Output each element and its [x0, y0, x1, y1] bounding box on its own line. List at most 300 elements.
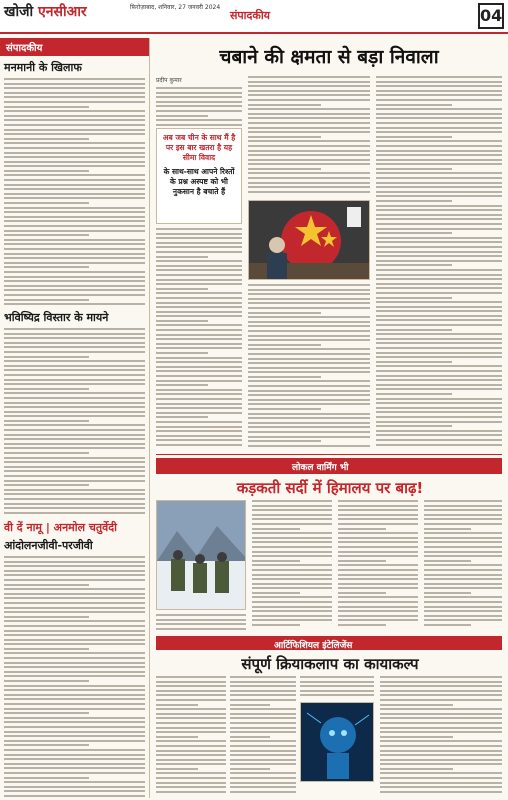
text-line [380, 694, 502, 696]
text-line [4, 257, 145, 259]
text-line [156, 269, 242, 271]
main-article-col-3 [376, 76, 502, 452]
text-line [376, 85, 502, 87]
text-line [4, 225, 145, 227]
text-line [156, 731, 226, 733]
editorial-text-3 [4, 556, 145, 800]
text-line [380, 763, 502, 765]
text-line [376, 90, 502, 92]
text-line [156, 722, 226, 724]
text-line [4, 285, 145, 287]
text-line [376, 444, 502, 446]
text-line [376, 94, 502, 96]
text-line [156, 717, 226, 719]
text-line [156, 260, 242, 262]
text-line [156, 101, 242, 103]
text-line [376, 283, 502, 285]
text-line [252, 624, 300, 626]
text-line [4, 721, 145, 723]
text-line [230, 690, 296, 692]
text-line [338, 578, 418, 580]
text-line [4, 152, 145, 154]
text-line [248, 417, 370, 419]
text-line [248, 298, 370, 300]
ai-text-col-4 [380, 676, 502, 796]
text-line [230, 745, 296, 747]
page-number: 04 [478, 3, 504, 29]
text-line [4, 744, 89, 746]
text-line [4, 119, 145, 121]
text-line [380, 699, 502, 701]
text-line [4, 685, 145, 687]
text-line [156, 727, 226, 729]
text-line [156, 398, 242, 400]
text-line [252, 592, 300, 594]
text-line [248, 168, 321, 170]
text-line [4, 461, 145, 463]
text-line [156, 412, 242, 414]
text-line [4, 493, 145, 495]
text-line [156, 256, 208, 258]
text-line [424, 583, 502, 585]
text-line [156, 699, 226, 701]
text-line [4, 328, 145, 330]
text-line [376, 99, 502, 101]
text-line [4, 184, 145, 186]
text-line [4, 207, 145, 209]
text-line [230, 768, 270, 770]
text-line [4, 342, 145, 344]
text-line [4, 220, 145, 222]
text-line [376, 81, 502, 83]
text-line [376, 241, 502, 243]
text-line [252, 528, 300, 530]
text-line [248, 339, 370, 341]
text-line [4, 556, 145, 558]
text-line [376, 168, 452, 170]
text-line [156, 759, 226, 761]
text-line [380, 745, 502, 747]
text-line [156, 96, 242, 98]
editorial-text-2 [4, 328, 145, 518]
text-line [4, 262, 145, 264]
text-line [376, 393, 452, 395]
text-line [376, 136, 452, 138]
text-line [338, 619, 418, 621]
text-line [4, 698, 145, 700]
text-line [4, 671, 145, 673]
text-line [424, 560, 471, 562]
text-line [156, 426, 242, 428]
text-line [4, 652, 145, 654]
text-line [376, 425, 452, 427]
text-line [380, 681, 502, 683]
text-line [4, 165, 145, 167]
text-line [4, 92, 145, 94]
text-line [376, 140, 502, 142]
text-line [230, 676, 296, 678]
text-line [4, 271, 145, 273]
text-line [230, 727, 296, 729]
text-line [252, 500, 332, 502]
text-line [376, 223, 502, 225]
text-line [248, 145, 370, 147]
text-line [4, 397, 145, 399]
text-line [156, 283, 242, 285]
text-line [4, 570, 145, 572]
main-article-byline-col [156, 76, 242, 126]
text-line [230, 731, 296, 733]
text-line [376, 113, 502, 115]
text-line [4, 211, 145, 213]
text-line [338, 555, 418, 557]
text-line [376, 150, 502, 152]
text-line [338, 532, 418, 534]
text-line [4, 763, 145, 765]
text-line [376, 342, 502, 344]
text-line [248, 426, 370, 428]
text-line [376, 127, 502, 129]
newspaper-brand [4, 2, 87, 21]
text-line [4, 161, 145, 163]
main-article-col-1b [156, 228, 242, 452]
text-line [4, 507, 145, 509]
ai-text-col-2 [230, 676, 296, 796]
text-line [248, 131, 370, 133]
main-article-col-2b [248, 284, 370, 452]
text-line [4, 790, 145, 792]
text-line [156, 389, 242, 391]
text-line [230, 717, 296, 719]
text-line [156, 713, 226, 715]
text-line [338, 615, 418, 617]
text-line [230, 763, 296, 765]
text-line [248, 76, 370, 78]
text-line [4, 735, 145, 737]
text-line [4, 749, 145, 751]
text-line [424, 587, 502, 589]
text-line [4, 772, 145, 774]
text-line [4, 234, 89, 236]
text-line [248, 390, 370, 392]
text-line [248, 321, 370, 323]
text-line [4, 253, 145, 255]
text-line [380, 676, 502, 678]
text-line [156, 115, 208, 117]
text-line [380, 782, 502, 784]
text-line [424, 592, 471, 594]
text-line [156, 740, 226, 742]
text-line [4, 579, 145, 581]
text-line [338, 574, 418, 576]
text-line [156, 274, 242, 276]
text-line [376, 352, 502, 354]
text-line [4, 266, 89, 268]
text-line [156, 782, 226, 784]
text-line [4, 216, 145, 218]
text-line [4, 280, 145, 282]
text-line [230, 736, 270, 738]
text-line [4, 634, 145, 636]
text-line [252, 596, 332, 598]
text-line [376, 122, 502, 124]
text-line [4, 406, 145, 408]
text-line [230, 722, 296, 724]
text-line [376, 260, 502, 262]
text-line [380, 759, 502, 761]
text-line [252, 551, 332, 553]
text-line [4, 124, 145, 126]
text-line [156, 786, 226, 788]
text-line [4, 503, 145, 505]
text-line [248, 140, 370, 142]
winter-text-col-4 [424, 500, 502, 632]
text-line [424, 541, 502, 543]
text-line [4, 489, 145, 491]
text-line [156, 681, 226, 683]
text-line [4, 243, 145, 245]
text-line [4, 248, 145, 250]
text-line [376, 356, 502, 358]
text-line [376, 347, 502, 349]
pull-quote-line-2: के साथ-साथ आपने रिश्तों के प्रश्न अस्पष्ट को भी नुकसान है बचाते हैं [163, 167, 235, 196]
text-line [252, 537, 332, 539]
text-line [248, 403, 370, 405]
text-line [156, 302, 242, 304]
text-line [4, 239, 145, 241]
text-line [4, 666, 145, 668]
dateline: फ़िरोज़ाबाद, शनिवार, 27 जनवरी 2024 [130, 4, 221, 11]
text-line [156, 343, 242, 345]
text-line [4, 620, 145, 622]
text-line [156, 754, 226, 756]
text-line [4, 643, 145, 645]
text-line [156, 288, 208, 290]
text-line [248, 436, 370, 438]
text-line [338, 505, 418, 507]
text-line [156, 92, 242, 94]
text-line [4, 480, 145, 482]
text-line [424, 546, 502, 548]
text-line [380, 685, 502, 687]
text-line [230, 777, 296, 779]
main-headline: चबाने की क्षमता से बड़ा निवाला [219, 46, 439, 68]
text-line [248, 348, 370, 350]
text-line [156, 421, 242, 423]
masthead [0, 0, 508, 34]
text-line [156, 233, 242, 235]
text-line [156, 311, 242, 313]
text-line [4, 694, 145, 696]
text-line [248, 122, 370, 124]
text-line [4, 675, 145, 677]
text-line [4, 429, 145, 431]
text-line [156, 228, 242, 230]
text-line [424, 505, 502, 507]
text-line [376, 163, 502, 165]
text-line [376, 209, 502, 211]
text-line [4, 179, 145, 181]
text-line [380, 708, 502, 710]
text-line [4, 639, 145, 641]
text-line [156, 361, 242, 363]
text-line [252, 564, 332, 566]
text-line [248, 380, 370, 382]
text-line [252, 555, 332, 557]
text-line [376, 255, 502, 257]
text-line [4, 351, 145, 353]
text-line [376, 338, 502, 340]
text-line [4, 607, 145, 609]
text-line [376, 264, 452, 266]
text-line [4, 512, 145, 514]
text-line [4, 415, 145, 417]
text-line [156, 772, 226, 774]
text-line [4, 457, 145, 459]
text-line [376, 306, 502, 308]
text-line [376, 246, 502, 248]
text-line [4, 758, 145, 760]
text-line [252, 610, 332, 612]
text-line [4, 703, 145, 705]
text-line [156, 246, 242, 248]
text-line [156, 704, 198, 706]
text-line [248, 440, 321, 442]
text-line [4, 466, 145, 468]
text-line [230, 754, 296, 756]
text-line [248, 399, 370, 401]
text-line [376, 159, 502, 161]
text-line [156, 265, 242, 267]
editorial-headline-3: आंदोलनजीवी-परजीवी [4, 539, 93, 552]
text-line [156, 306, 242, 308]
text-line [338, 564, 418, 566]
text-line [252, 583, 332, 585]
winter-section-tag: लोकल वार्मिंग भी [292, 463, 349, 473]
text-line [156, 745, 226, 747]
text-line [156, 407, 242, 409]
text-line [230, 704, 270, 706]
text-line [4, 411, 145, 413]
ai-robot-image [300, 702, 374, 782]
text-line [4, 740, 145, 742]
text-line [252, 518, 332, 520]
text-line [4, 202, 89, 204]
text-line [248, 385, 370, 387]
text-line [248, 90, 370, 92]
text-line [380, 772, 502, 774]
text-line [248, 150, 370, 152]
text-line [248, 325, 370, 327]
text-line [230, 699, 296, 701]
text-line [376, 333, 502, 335]
text-line [4, 365, 145, 367]
text-line [376, 430, 502, 432]
text-line [4, 786, 145, 788]
text-line [248, 344, 321, 346]
text-line [156, 329, 242, 331]
text-line [230, 772, 296, 774]
text-line [156, 708, 226, 710]
text-line [380, 740, 502, 742]
text-line [424, 555, 502, 557]
article-byline: प्रदीप कुमार [156, 77, 182, 84]
text-line [4, 346, 145, 348]
text-line [380, 736, 453, 738]
text-line [4, 662, 145, 664]
text-line [252, 569, 332, 571]
text-line [4, 708, 145, 710]
text-line [376, 218, 502, 220]
text-line [4, 717, 145, 719]
china-flag-image [248, 200, 370, 280]
text-line [376, 329, 452, 331]
text-line [4, 133, 145, 135]
text-line [376, 398, 502, 400]
text-line [252, 615, 332, 617]
text-line [376, 131, 502, 133]
text-line [4, 484, 89, 486]
text-line [248, 422, 370, 424]
text-line [4, 337, 145, 339]
text-line [230, 759, 296, 761]
text-line [4, 689, 145, 691]
text-line [376, 384, 502, 386]
text-line [338, 528, 386, 530]
soldiers-photo [156, 500, 246, 610]
text-line [4, 106, 89, 108]
text-line [424, 551, 502, 553]
text-line [4, 147, 145, 149]
ai-text-col-3 [300, 676, 374, 700]
text-line [4, 795, 145, 797]
winter-headline: कड़कती सर्दी में हिमालय पर बाढ़! [236, 479, 424, 497]
text-line [248, 177, 370, 179]
text-line [156, 352, 208, 354]
text-line [338, 523, 418, 525]
text-line [4, 156, 145, 158]
text-line [156, 685, 226, 687]
text-line [4, 276, 145, 278]
text-line [424, 523, 502, 525]
text-line [252, 619, 332, 621]
text-line [376, 274, 502, 276]
text-line [248, 367, 370, 369]
text-line [338, 541, 418, 543]
text-line [4, 83, 145, 85]
text-line [4, 777, 89, 779]
text-line [424, 500, 502, 502]
text-line [338, 560, 386, 562]
text-line [376, 434, 502, 436]
winter-text-col-2 [252, 500, 332, 632]
text-line [248, 413, 370, 415]
text-line [248, 85, 370, 87]
text-line [252, 601, 332, 603]
text-line [156, 370, 242, 372]
text-line [248, 394, 370, 396]
text-line [4, 561, 145, 563]
text-line [252, 523, 332, 525]
text-line [4, 438, 145, 440]
text-line [300, 694, 374, 696]
text-line [338, 551, 418, 553]
text-line [376, 292, 502, 294]
text-line [230, 786, 296, 788]
text-line [380, 717, 502, 719]
text-line [300, 690, 374, 692]
text-line [230, 685, 296, 687]
